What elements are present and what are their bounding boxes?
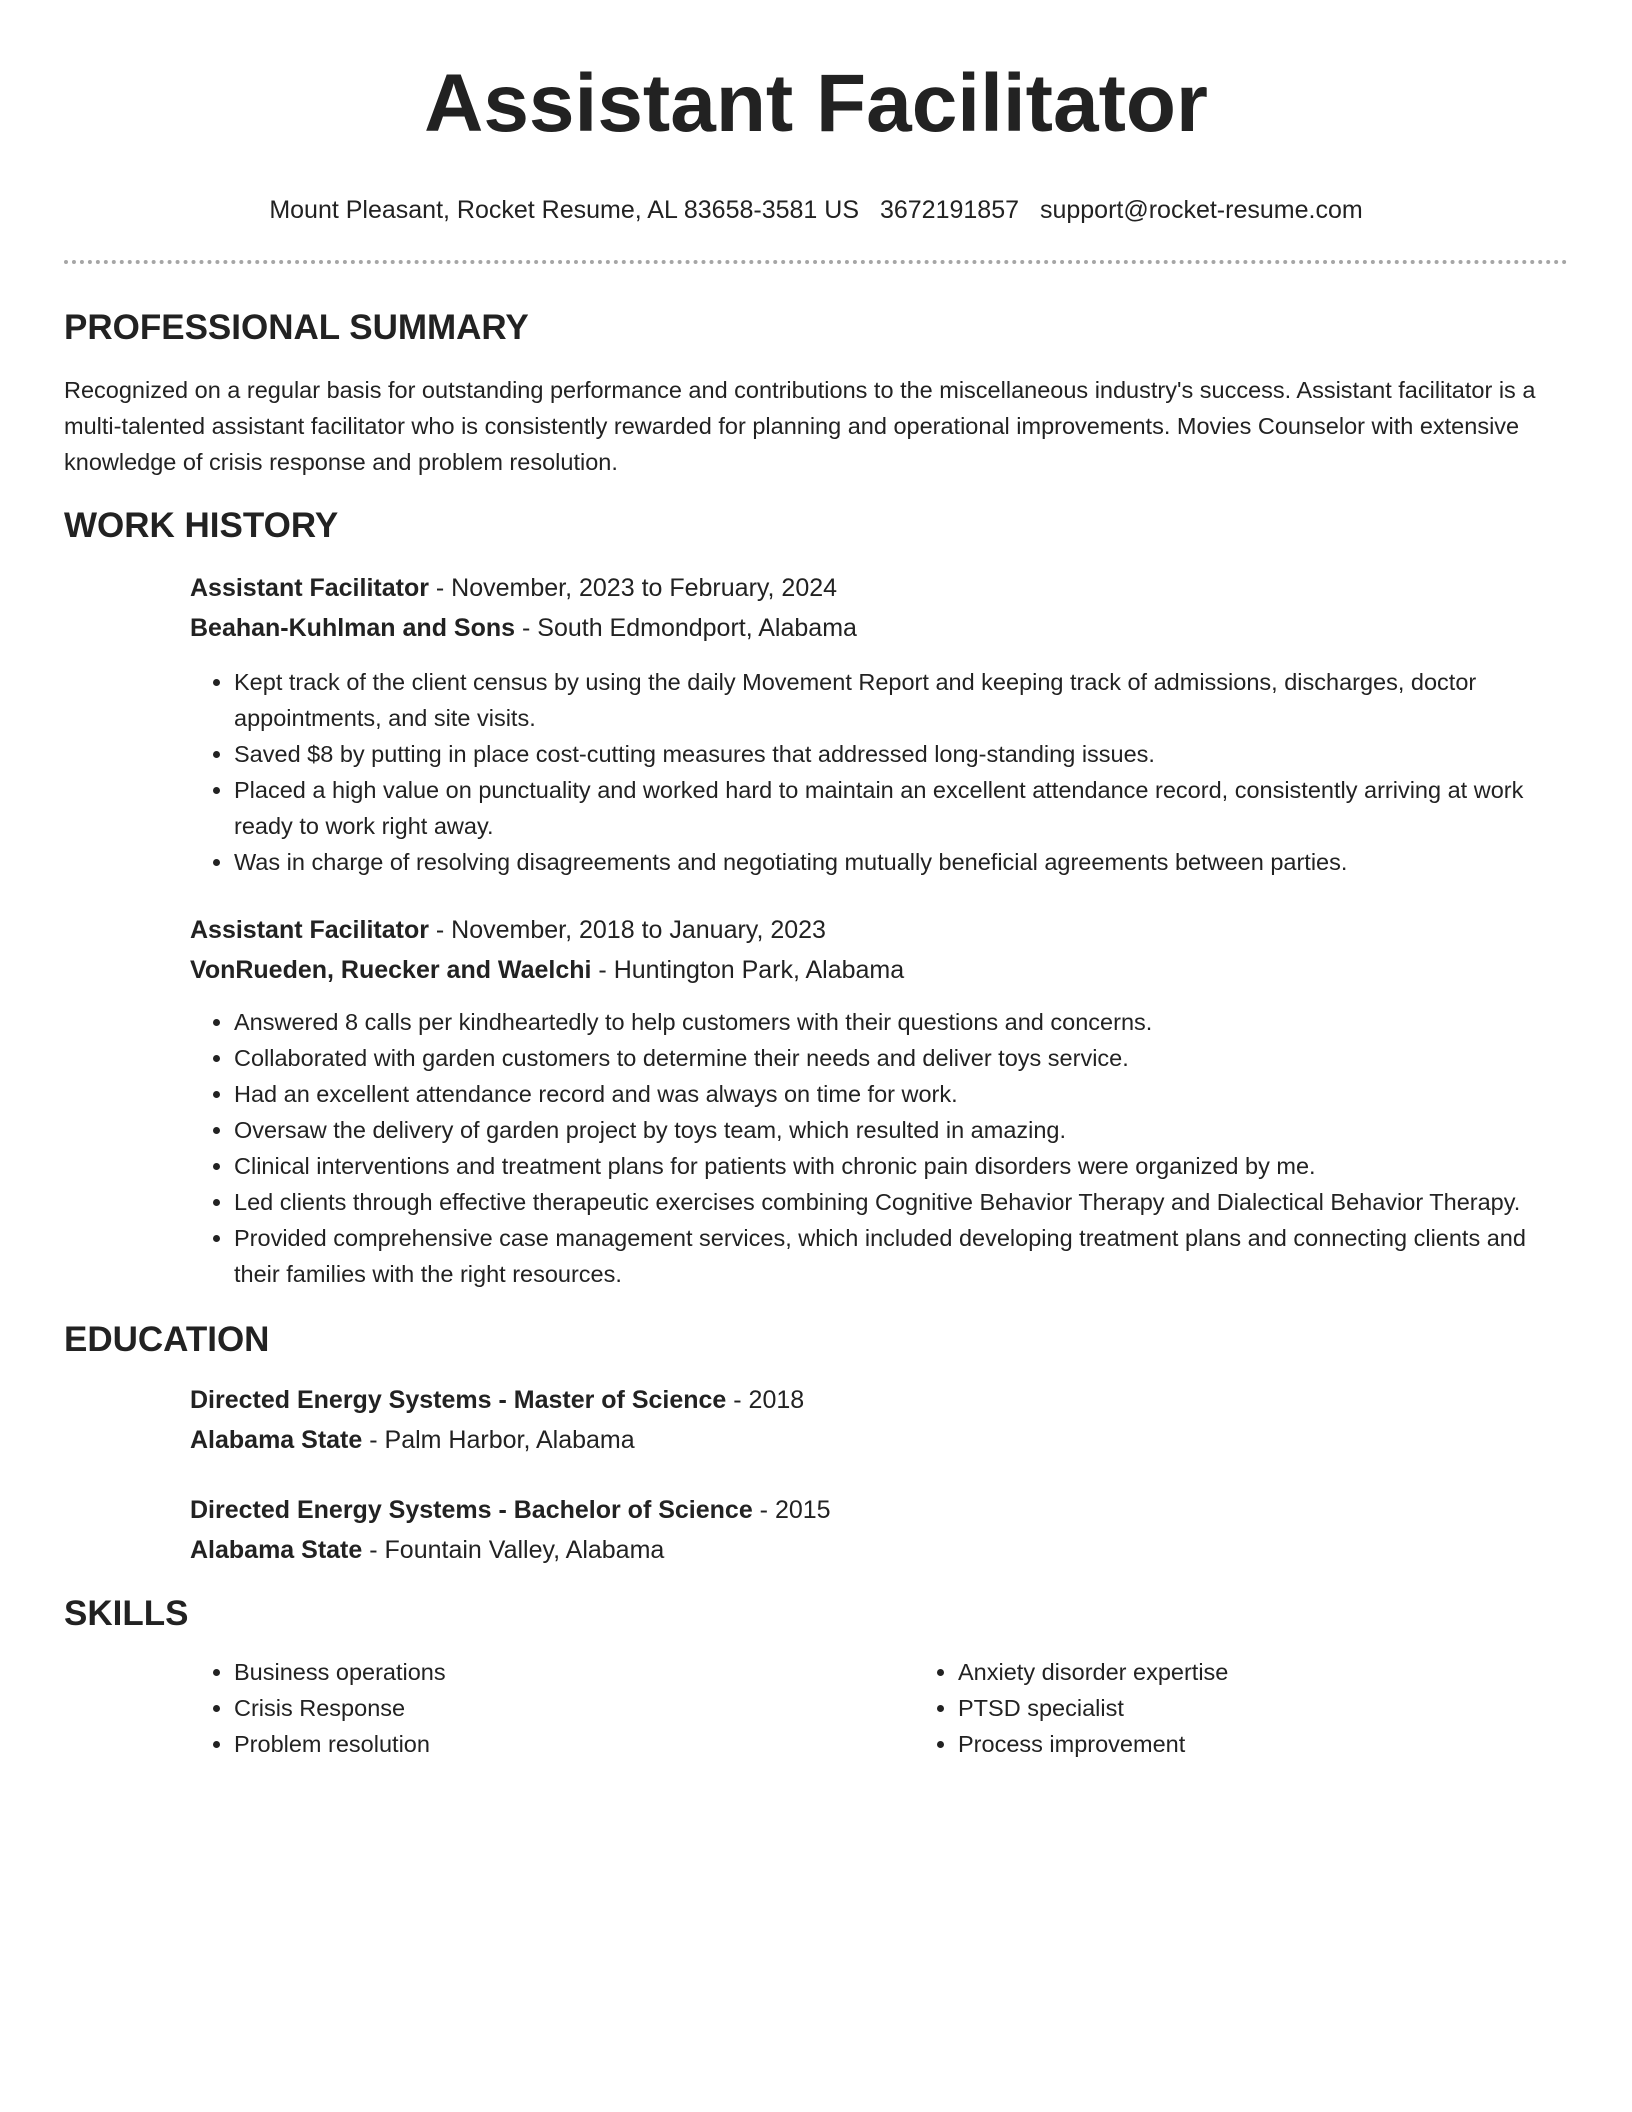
education-school: Alabama State bbox=[190, 1536, 363, 1564]
summary-heading: PROFESSIONAL SUMMARY bbox=[64, 308, 529, 347]
skills-list-left bbox=[190, 1654, 914, 1762]
header-divider bbox=[64, 260, 1568, 264]
list-item: • Was in charge of resolving disagreements and negotiating mutually beneficial agreements between parties. bbox=[234, 844, 1568, 880]
contact-address: Mount Pleasant, Rocket Resume, AL 83658-3581 US bbox=[269, 196, 860, 224]
job-location: - South Edmondport, Alabama bbox=[515, 614, 857, 642]
work-history-heading: WORK HISTORY bbox=[64, 506, 339, 545]
skills-heading: SKILLS bbox=[64, 1594, 189, 1633]
candidate-name: Assistant Facilitator bbox=[424, 58, 1208, 149]
job-role: Assistant Facilitator bbox=[190, 916, 429, 944]
list-item: • Provided comprehensive case management services, which included developing treatment plans and connecting clients and their families with the right resources. bbox=[234, 1220, 1568, 1292]
skill-item: • Anxiety disorder expertise bbox=[958, 1654, 1632, 1690]
job-bullets bbox=[190, 1004, 1568, 1292]
list-item: • Oversaw the delivery of garden project by toys team, which resulted in amazing. bbox=[234, 1112, 1568, 1148]
skill-item: • PTSD specialist bbox=[958, 1690, 1632, 1726]
job-entry bbox=[190, 910, 1568, 1292]
education-heading: EDUCATION bbox=[64, 1320, 270, 1359]
contact-phone: 3672191857 bbox=[879, 196, 1020, 224]
job-company-line bbox=[190, 608, 1568, 648]
education-degree: Directed Energy Systems - Bachelor of Science bbox=[190, 1496, 753, 1524]
list-item: • Placed a high value on punctuality and worked hard to maintain an excellent attendance record, consistently arriving at work ready to work right away. bbox=[234, 772, 1568, 844]
education-school-line bbox=[190, 1530, 1568, 1570]
job-title-line bbox=[190, 568, 1568, 608]
list-item: • Clinical interventions and treatment plans for patients with chronic pain disorders were organized by me. bbox=[234, 1148, 1568, 1184]
education-year: - 2015 bbox=[752, 1496, 831, 1524]
skills-list-right bbox=[914, 1654, 1632, 1762]
list-item: • Saved $8 by putting in place cost-cutting measures that addressed long-standing issues. bbox=[234, 736, 1568, 772]
education-degree-line bbox=[190, 1380, 1568, 1420]
list-item: • Collaborated with garden customers to determine their needs and deliver toys service. bbox=[234, 1040, 1568, 1076]
education-entry bbox=[190, 1490, 1568, 1570]
summary-text: Recognized on a regular basis for outstanding performance and contributions to the miscellaneous industry's success. Assistant facilitator is a multi-talented assistant facilitator who is consistently rewarded for planning and operational improvements. Movies Counselor with extensive knowledge of crisis response and problem resolution. bbox=[64, 377, 1536, 475]
job-company: Beahan-Kuhlman and Sons bbox=[190, 614, 516, 642]
education-year: - 2018 bbox=[726, 1386, 805, 1414]
job-company: VonRueden, Ruecker and Waelchi bbox=[190, 956, 592, 984]
education-school-line bbox=[190, 1420, 1568, 1460]
education-school: Alabama State bbox=[190, 1426, 363, 1454]
job-role: Assistant Facilitator bbox=[190, 574, 429, 602]
list-item: • Answered 8 calls per kindheartedly to help customers with their questions and concerns. bbox=[234, 1004, 1568, 1040]
skill-item: • Problem resolution bbox=[234, 1726, 914, 1762]
job-company-line bbox=[190, 950, 1568, 990]
education-degree-line bbox=[190, 1490, 1568, 1530]
skills-columns bbox=[190, 1654, 1568, 1762]
skill-item: • Process improvement bbox=[958, 1726, 1632, 1762]
education-location: - Palm Harbor, Alabama bbox=[362, 1426, 635, 1454]
job-dates: - November, 2018 to January, 2023 bbox=[428, 916, 826, 944]
job-dates: - November, 2023 to February, 2024 bbox=[428, 574, 838, 602]
skill-item: • Business operations bbox=[234, 1654, 914, 1690]
list-item: • Kept track of the client census by using the daily Movement Report and keeping track of admissions, discharges, doctor appointments, and site visits. bbox=[234, 664, 1568, 736]
contact-line bbox=[64, 194, 1568, 226]
job-title-line bbox=[190, 910, 1568, 950]
skill-item: • Crisis Response bbox=[234, 1690, 914, 1726]
job-bullets bbox=[190, 664, 1568, 880]
education-entry bbox=[190, 1380, 1568, 1460]
job-location: - Huntington Park, Alabama bbox=[591, 956, 905, 984]
contact-email: support@rocket-resume.com bbox=[1039, 196, 1363, 224]
list-item: • Led clients through effective therapeutic exercises combining Cognitive Behavior Therapy and Dialectical Behavior Therapy. bbox=[234, 1184, 1568, 1220]
job-entry bbox=[190, 568, 1568, 880]
list-item: • Had an excellent attendance record and was always on time for work. bbox=[234, 1076, 1568, 1112]
education-degree: Directed Energy Systems - Master of Science bbox=[190, 1386, 727, 1414]
education-location: - Fountain Valley, Alabama bbox=[362, 1536, 665, 1564]
